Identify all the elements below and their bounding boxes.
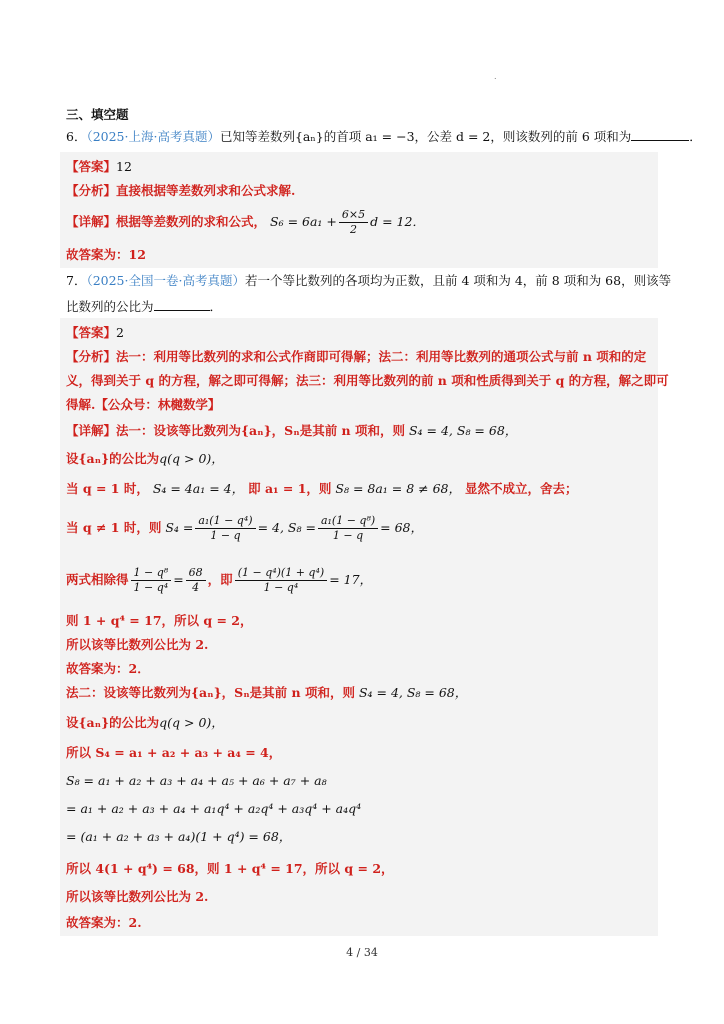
question-text: 若一个等比数列的各项均为正数，且前 4 项和为 4，前 8 项和为 68，则该等 <box>244 273 672 288</box>
fraction-denominator: 1 − q⁴ <box>263 581 299 594</box>
m1-math: S₄ = 4, S₈ = 68， <box>408 423 518 438</box>
m1-text: 即 a₁ = 1，则 <box>248 481 332 496</box>
detail-text: 根据等差数列的求和公式， <box>116 214 267 229</box>
analysis-label: 【分析】 <box>66 349 117 364</box>
m2-line2 <box>66 714 224 732</box>
m2-line4: S₈ = a₁ + a₂ + a₃ + a₄ + a₅ + a₆ + a₇ + a₈ <box>66 773 327 788</box>
m1-text: 两式相除得 <box>66 572 129 587</box>
m1-line4 <box>66 514 423 543</box>
answer-blank <box>631 128 689 141</box>
m2-line3: 所以 S₄ = a₁ + a₂ + a₃ + a₄ = 4， <box>66 745 282 760</box>
final-answer: 故答案为：12 <box>66 247 146 262</box>
question-7-stem-line2 <box>66 298 222 316</box>
q7-analysis-line1 <box>66 348 646 366</box>
q6-detail <box>66 208 425 237</box>
answer-value: 2 <box>116 325 124 340</box>
m2-math: S₄ = 4, S₈ = 68， <box>358 685 468 700</box>
section-title: 三、填空题 <box>66 107 129 122</box>
q7-analysis-line2: 义，得到关于 q 的方程，解之即可得解；法三：利用等比数列的前 n 项和性质得到关于 q 的方程，解之即可 <box>66 373 669 388</box>
m1-line7: 所以该等比数列公比为 2. <box>66 637 209 652</box>
q6-solution-box <box>60 152 658 268</box>
question-source: （2025·上海·高考真题） <box>86 129 220 144</box>
m1-text: 当 q = 1 时， <box>66 481 149 496</box>
question-number: 6． <box>66 129 87 144</box>
m1-math: S₈ = 8a₁ = 8 ≠ 68， <box>335 481 462 496</box>
question-source: （2025·全国一卷·高考真题） <box>86 273 245 288</box>
m1-math: = 4, S₈ = <box>257 520 316 535</box>
analysis-text: 法一：利用等比数列的求和公式作商即可得解；法二：利用等比数列的通项公式与前 n 项和的定 <box>116 349 647 364</box>
m1-math: = <box>173 572 184 587</box>
stem-end: ． <box>209 299 223 314</box>
m1-text: 设{aₙ}的公比为 <box>66 451 160 466</box>
fraction-numerator: a₁(1 − q⁴) <box>195 514 255 529</box>
detail-label: 【详解】 <box>66 423 117 438</box>
m1-text: 法一：设该等比数列为{aₙ}，Sₙ是其前 n 项和，则 <box>116 423 405 438</box>
fraction <box>235 566 328 595</box>
m1-text: 当 q ≠ 1 时，则 <box>66 520 162 535</box>
q6-answer <box>66 158 132 176</box>
detail-formula-left: S₆ = 6a₁ + <box>270 214 337 229</box>
fraction <box>318 514 378 543</box>
fraction-numerator: 1 − q⁸ <box>131 566 172 581</box>
m1-math: = 17， <box>329 572 373 587</box>
answer-value: 12 <box>116 159 132 174</box>
m2-final: 故答案为：2. <box>66 915 142 930</box>
m2-line6: = (a₁ + a₂ + a₃ + a₄)(1 + q⁴) = 68， <box>66 829 292 844</box>
answer-label: 【答案】 <box>66 325 117 340</box>
m1-line1 <box>66 422 517 440</box>
m2-text: 法二：设该等比数列为{aₙ}，Sₙ是其前 n 项和，则 <box>66 685 355 700</box>
answer-blank <box>154 298 210 311</box>
m1-line3 <box>66 480 578 498</box>
question-7-stem-line1 <box>66 272 671 290</box>
m1-math: S₄ = 4a₁ = 4， <box>152 481 245 496</box>
m1-text: 显然不成立，舍去； <box>465 481 578 496</box>
fraction-denominator: 2 <box>349 223 357 236</box>
page-number: 4 / 34 <box>346 946 378 959</box>
question-6-stem <box>66 128 702 146</box>
fraction-numerator: 68 <box>186 566 206 581</box>
question-number: 7． <box>66 273 87 288</box>
m1-math: = 68， <box>380 520 424 535</box>
fraction-denominator: 1 − q <box>332 529 364 542</box>
m2-line1 <box>66 684 467 702</box>
m2-text: 设{aₙ}的公比为 <box>66 715 160 730</box>
m2-line7: 所以 4(1 + q⁴) = 68，则 1 + q⁴ = 17，所以 q = 2， <box>66 861 394 876</box>
m1-math: q(q > 0)， <box>159 451 224 466</box>
m2-line8: 所以该等比数列公比为 2. <box>66 889 209 904</box>
fraction-numerator: (1 − q⁴)(1 + q⁴) <box>235 566 328 581</box>
stem-end: ． <box>689 129 702 144</box>
m1-line6: 则 1 + q⁴ = 17，所以 q = 2， <box>66 613 253 628</box>
question-text: 已知等差数列{aₙ}的首项 a₁ = −3，公差 d = 2，则该数列的前 6 项和为 <box>219 129 632 144</box>
analysis-label: 【分析】 <box>66 183 117 198</box>
answer-label: 【答案】 <box>66 159 117 174</box>
page-dot: . <box>494 72 497 81</box>
m2-line5: = a₁ + a₂ + a₃ + a₄ + a₁q⁴ + a₂q⁴ + a₃q⁴ + a₄q⁴ <box>66 801 362 816</box>
fraction-denominator: 1 − q <box>210 529 241 542</box>
detail-fraction <box>339 208 368 237</box>
q6-analysis <box>66 182 295 200</box>
q7-solution-box <box>60 318 669 936</box>
m1-line5 <box>66 566 372 595</box>
q7-answer <box>66 324 124 342</box>
detail-formula-right: d = 12． <box>370 214 425 229</box>
fraction <box>195 514 255 543</box>
m1-line2 <box>66 450 224 468</box>
fraction-denominator: 1 − q⁴ <box>133 581 169 594</box>
fraction-denominator: 4 <box>192 581 200 594</box>
m1-final: 故答案为：2． <box>66 661 150 676</box>
question-text: 比数列的公比为 <box>66 299 154 314</box>
q7-analysis-line3: 得解.【公众号：林樾数学】 <box>66 397 221 412</box>
fraction-numerator: a₁(1 − q⁸) <box>318 514 378 529</box>
m1-math: S₄ = <box>165 520 194 535</box>
fraction <box>186 566 206 595</box>
detail-label: 【详解】 <box>66 214 117 229</box>
fraction <box>131 566 172 595</box>
q6-final <box>66 246 146 264</box>
fraction-numerator: 6×5 <box>339 208 368 223</box>
analysis-text: 直接根据等差数列求和公式求解. <box>116 183 296 198</box>
m1-text: ，即 <box>207 572 233 587</box>
m2-math: q(q > 0)， <box>159 715 224 730</box>
